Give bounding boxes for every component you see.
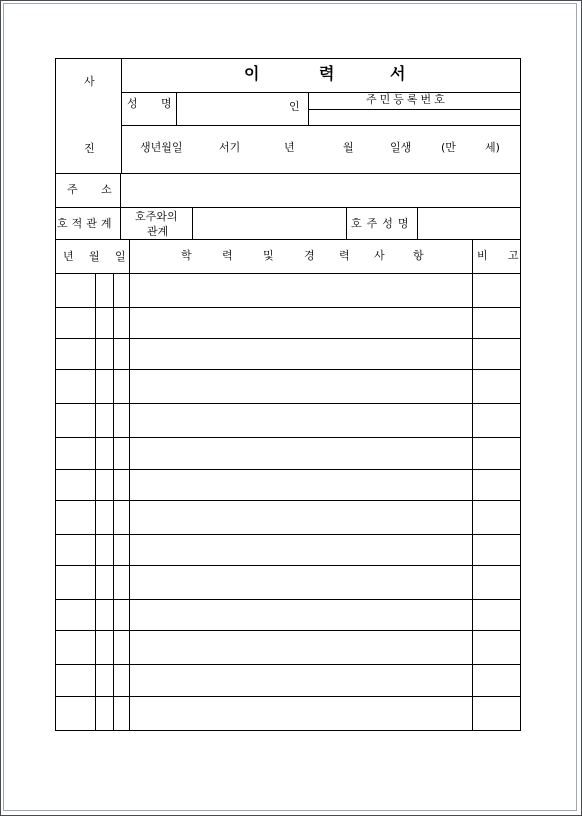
history-detail-cell[interactable] [130,697,472,730]
history-month-cell[interactable] [96,339,113,369]
history-day-cell[interactable] [114,339,129,369]
history-day-cell[interactable] [114,404,129,437]
title-char-3: 서 [390,64,406,83]
history-year-cell[interactable] [56,274,95,307]
history-day-cell[interactable] [114,697,129,730]
history-year-cell[interactable] [56,404,95,437]
history-detail-cell[interactable] [130,370,472,403]
address-label-char-1: 주 [67,183,78,196]
resident-number-field[interactable] [309,110,520,125]
history-detail-cell[interactable] [130,600,472,630]
history-remark-cell[interactable] [473,697,520,730]
birth-day-label: 일생 [390,141,412,154]
history-year-cell[interactable] [56,501,95,534]
birth-era: 서기 [219,141,241,154]
history-day-cell[interactable] [114,501,129,534]
history-month-cell[interactable] [96,566,113,599]
age-open-label: (만 [441,141,456,154]
table-row [56,308,520,338]
history-header-char-1: 학 [181,249,192,262]
history-month-cell[interactable] [96,370,113,403]
history-month-cell[interactable] [96,404,113,437]
table-row [56,566,520,599]
history-rows [56,274,520,730]
history-year-cell[interactable] [56,470,95,500]
name-field[interactable] [177,93,302,125]
history-day-cell[interactable] [114,600,129,630]
head-relation-field[interactable] [193,208,346,239]
history-day-cell[interactable] [114,438,129,469]
seal-label: 인 [289,100,300,113]
history-day-cell[interactable] [114,566,129,599]
history-remark-cell[interactable] [473,438,520,469]
history-year-cell[interactable] [56,600,95,630]
history-remark-cell[interactable] [473,370,520,403]
date-header-month: 월 [89,250,100,263]
history-remark-cell[interactable] [473,470,520,500]
history-header-char-7: 항 [413,249,424,262]
history-year-cell[interactable] [56,631,95,664]
history-remark-cell[interactable] [473,535,520,565]
history-month-cell[interactable] [96,274,113,307]
table-row [56,438,520,469]
table-row [56,535,520,565]
history-detail-cell[interactable] [130,339,472,369]
history-month-cell[interactable] [96,631,113,664]
history-remark-cell[interactable] [473,600,520,630]
date-header-day: 일 [115,250,126,263]
head-relation-label-line2: 관계 [147,225,169,238]
table-row [56,600,520,630]
history-year-cell[interactable] [56,665,95,696]
history-day-cell[interactable] [114,308,129,338]
title-char-1: 이 [244,64,260,83]
history-detail-cell[interactable] [130,665,472,696]
name-label-char-2: 명 [161,97,172,110]
history-detail-cell[interactable] [130,631,472,664]
history-header-char-6: 사 [374,249,385,262]
title-char-2: 력 [319,64,335,83]
history-day-cell[interactable] [114,370,129,403]
birth-month-label: 월 [343,141,354,154]
address-field[interactable] [121,174,520,207]
family-relation-label: 호적관계 [57,217,116,230]
history-year-cell[interactable] [56,438,95,469]
history-header-char-3: 및 [263,249,274,262]
history-month-cell[interactable] [96,600,113,630]
table-row [56,697,520,730]
birth-label: 생년월일 [140,141,183,154]
history-day-cell[interactable] [114,470,129,500]
history-detail-cell[interactable] [130,501,472,534]
history-remark-cell[interactable] [473,501,520,534]
history-day-cell[interactable] [114,535,129,565]
history-year-cell[interactable] [56,535,95,565]
table-row [56,501,520,534]
history-remark-cell[interactable] [473,339,520,369]
history-year-cell[interactable] [56,697,95,730]
photo-label-char-1: 사 [84,75,95,88]
history-remark-cell[interactable] [473,274,520,307]
history-month-cell[interactable] [96,535,113,565]
history-month-cell[interactable] [96,470,113,500]
history-detail-cell[interactable] [130,438,472,469]
history-detail-cell[interactable] [130,274,472,307]
history-year-cell[interactable] [56,308,95,338]
history-year-cell[interactable] [56,339,95,369]
history-header-char-2: 력 [222,249,233,262]
table-row [56,404,520,437]
birth-year-label: 년 [284,141,295,154]
history-remark-cell[interactable] [473,665,520,696]
history-month-cell[interactable] [96,308,113,338]
table-row [56,665,520,696]
history-month-cell[interactable] [96,438,113,469]
photo-label-char-2: 진 [84,142,95,155]
history-day-cell[interactable] [114,665,129,696]
history-month-cell[interactable] [96,501,113,534]
name-label-char-1: 성 [127,97,138,110]
address-label-char-2: 소 [101,183,112,196]
table-row [56,274,520,307]
history-day-cell[interactable] [114,274,129,307]
table-row [56,370,520,403]
remarks-header-char-1: 비 [477,249,488,262]
history-detail-cell[interactable] [130,404,472,437]
history-remark-cell[interactable] [473,631,520,664]
table-row [56,631,520,664]
history-month-cell[interactable] [96,665,113,696]
table-row [56,470,520,500]
history-detail-cell[interactable] [130,566,472,599]
history-remark-cell[interactable] [473,566,520,599]
head-name-field[interactable] [418,208,520,239]
remarks-header-char-2: 고 [508,249,519,262]
history-year-cell[interactable] [56,566,95,599]
age-close-label: 세) [485,141,500,154]
date-header-year: 년 [63,250,74,263]
history-detail-cell[interactable] [130,470,472,500]
history-day-cell[interactable] [114,631,129,664]
history-header-char-4: 경 [304,249,315,262]
history-detail-cell[interactable] [130,535,472,565]
resident-number-label: 주민등록번호 [366,93,448,106]
history-detail-cell[interactable] [130,308,472,338]
table-row [56,339,520,369]
history-remark-cell[interactable] [473,404,520,437]
history-header-char-5: 력 [339,249,350,262]
history-year-cell[interactable] [56,370,95,403]
head-relation-label-line1: 호주와의 [135,210,178,223]
head-name-label: 호주성명 [351,217,414,230]
history-remark-cell[interactable] [473,308,520,338]
history-month-cell[interactable] [96,697,113,730]
